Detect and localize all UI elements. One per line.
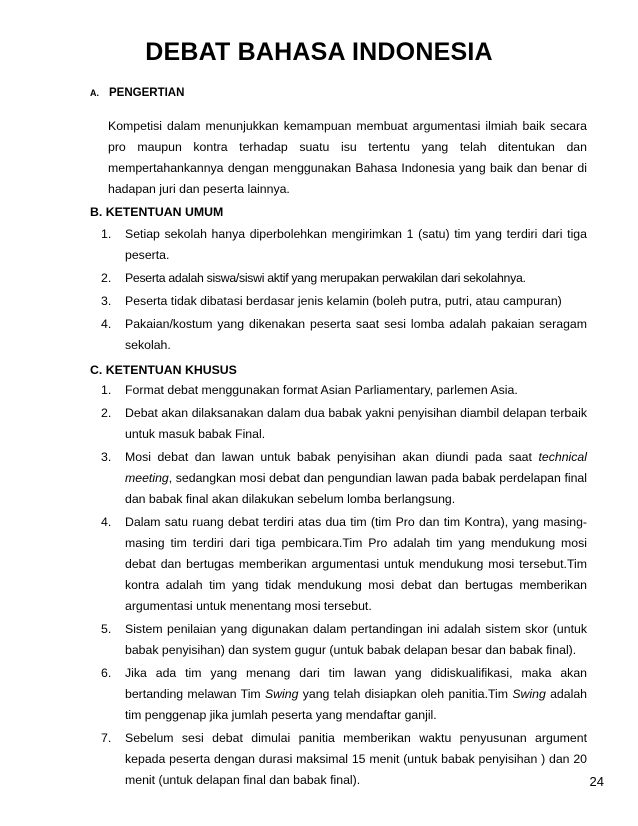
list-item-text-end: adalah tim penggenap jika jumlah peserta yang mendaftar ganjil. (125, 687, 588, 722)
list-item (90, 619, 587, 661)
list-item-number: 2. (101, 406, 112, 420)
section-a-letter: A. (90, 88, 99, 98)
list-item-number: 1. (101, 227, 112, 241)
list-item-number: 1. (101, 383, 112, 397)
list-item-number: 4. (101, 515, 112, 529)
list-item-emphasis: Swing (264, 687, 299, 701)
list-item-text: Peserta tidak dibatasi berdasar jenis kelamin (boleh putra, putri, atau campuran) (125, 294, 562, 308)
list-item (90, 403, 587, 445)
list-item (90, 268, 587, 289)
list-item (90, 663, 587, 726)
list-item-text: Pakaian/kostum yang dikenakan peserta saat sesi lomba adalah pakaian seragam sekolah. (125, 317, 587, 352)
list-item-text: Sebelum sesi debat dimulai panitia memberikan waktu penyusunan argument kepada peserta dengan durasi maksimal 15 menit (untuk babak penyisihan ) dan 20 menit (untuk delapan final dan babak final). (125, 731, 587, 787)
list-item (90, 728, 587, 791)
list-item-text-end: , sedangkan mosi debat dan pengundian lawan pada babak perdelapan final dan babak final akan dilakukan sebelum lomba berlangsung. (125, 471, 587, 506)
list-item-number: 6. (101, 666, 112, 680)
list-item-number: 3. (101, 294, 112, 308)
list-item-number: 5. (101, 622, 112, 636)
list-item (90, 291, 587, 312)
section-a-paragraph: Kompetisi dalam menunjukkan kemampuan membuat argumentasi ilmiah baik secara pro maupun kontra terhadap suatu isu tertentu yang telah ditentukan dan mempertahankannya dengan menggunakan Bahasa Indonesia yang baik dan benar di hadapan juri dan peserta lainnya. (108, 119, 587, 196)
list-item-number: 3. (101, 450, 112, 464)
list-item-text: Peserta adalah siswa/siswi aktif yang merupakan perwakilan dari sekolahnya. (125, 271, 526, 285)
section-a-title: PENGERTIAN (109, 87, 185, 99)
list-item (90, 512, 587, 617)
list-item (90, 314, 587, 356)
list-item-emphasis: technical meeting (125, 450, 587, 485)
section-c-list (90, 380, 587, 793)
list-item-text-start: Jika ada tim yang menang dari tim lawan yang didiskualifikasi, maka akan bertanding melawan Tim (125, 666, 587, 701)
list-item (90, 224, 587, 266)
section-c-heading: C. KETENTUAN KHUSUS (90, 363, 237, 377)
list-item (90, 447, 587, 510)
list-item (90, 380, 587, 401)
section-a-heading (90, 87, 184, 99)
list-item-text: Format debat menggunakan format Asian Parliamentary, parlemen Asia. (125, 383, 518, 397)
list-item-text: Setiap sekolah hanya diperbolehkan mengirimkan 1 (satu) tim yang terdiri dari tiga peserta. (125, 227, 587, 262)
page-number: 24 (589, 774, 604, 789)
list-item-text-start: Mosi debat dan lawan untuk babak penyisihan akan diundi pada saat (125, 450, 539, 464)
list-item-text: Debat akan dilaksanakan dalam dua babak yakni penyisihan diambil delapan terbaik untuk masuk babak Final. (125, 406, 587, 441)
list-item-number: 2. (101, 271, 112, 285)
section-b-heading: B. KETENTUAN UMUM (90, 205, 224, 219)
list-item-number: 7. (101, 731, 112, 745)
list-item-text-middle: yang telah disiapkan oleh panitia.Tim (298, 687, 513, 701)
list-item-text: Dalam satu ruang debat terdiri atas dua tim (tim Pro dan tim Kontra), yang masing-masing tim terdiri dari tiga pembicara.Tim Pro adalah tim yang mendukung mosi debat dan bertugas memberikan argumentasi untuk mendukung mosi tersebut.Tim kontra adalah tim yang tidak mendukung mosi debat dan bertugas memberikan argumentasi untuk menentang mosi tersebut. (125, 515, 587, 613)
list-item-emphasis: Swing (512, 687, 546, 701)
list-item-number: 4. (101, 317, 112, 331)
list-item-text: Sistem penilaian yang digunakan dalam pertandingan ini adalah sistem skor (untuk babak penyisihan) dan system gugur (untuk babak delapan besar dan babak final). (125, 622, 587, 657)
document-title: DEBAT BAHASA INDONESIA (145, 38, 493, 66)
section-b-list (90, 224, 587, 358)
